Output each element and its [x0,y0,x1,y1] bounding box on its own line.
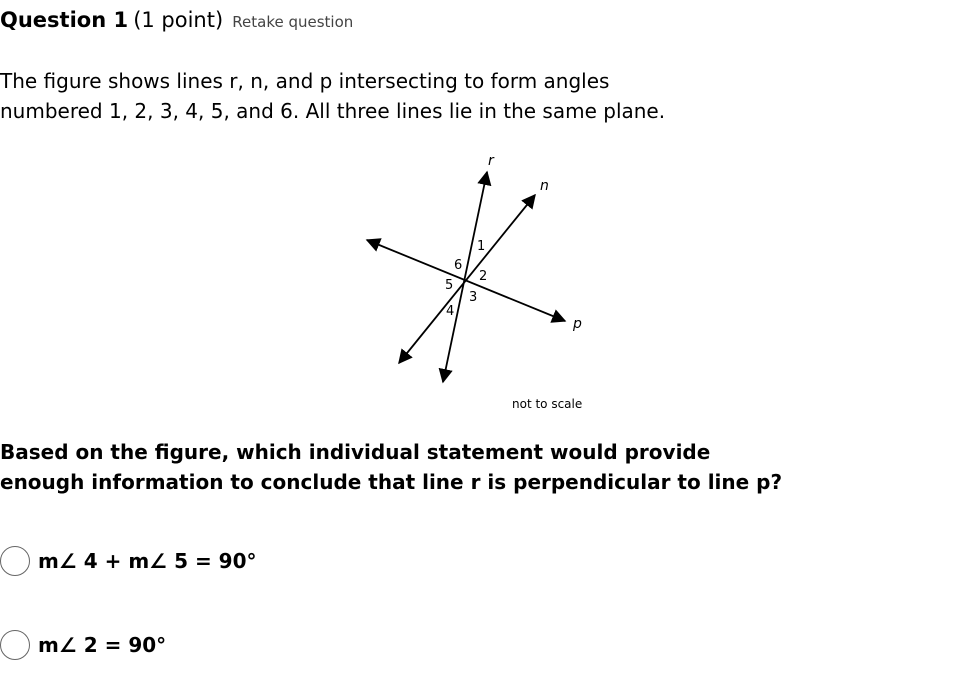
not-to-scale-note: not to scale [512,397,583,411]
question-title: Question 1 [0,8,129,32]
question-header [0,8,353,32]
geometry-figure [355,150,605,420]
angle-label-6: 6 [454,258,463,273]
line-p [367,240,565,321]
question-points: (1 point) [133,8,224,32]
option-1-label[interactable]: m∠ 4 + m∠ 5 = 90° [38,549,257,573]
question-intro [0,66,900,126]
question-prompt [0,437,940,497]
intersecting-lines-diagram [355,150,605,420]
intro-line-2: numbered 1, 2, 3, 4, 5, and 6. All three lines lie in the same plane. [0,99,666,123]
intro-line-1: The figure shows lines r, n, and p intersecting to form angles [0,69,610,93]
option-2-label[interactable]: m∠ 2 = 90° [38,633,167,657]
angle-label-1: 1 [477,239,486,254]
label-line-r: r [488,153,494,169]
prompt-line-2: enough information to conclude that line r is perpendicular to line p? [0,470,783,494]
label-line-p: p [573,316,582,332]
retake-question-link[interactable]: Retake question [232,13,354,31]
label-line-n: n [540,178,549,194]
prompt-line-1: Based on the figure, which individual statement would provide [0,440,711,464]
answer-option-2[interactable] [0,630,166,660]
line-n [399,195,535,363]
angle-label-5: 5 [445,278,454,293]
angle-label-2: 2 [479,269,488,284]
angle-label-3: 3 [469,290,478,305]
answer-option-1[interactable] [0,546,257,576]
angle-label-4: 4 [446,304,455,319]
radio-option-2[interactable] [0,630,30,660]
radio-option-1[interactable] [0,546,30,576]
